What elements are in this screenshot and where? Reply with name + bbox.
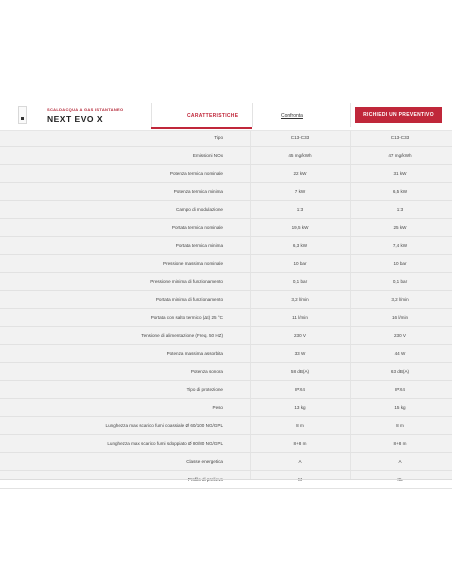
spec-value-model-2: 15 kg — [394, 405, 406, 410]
spec-value-model-2: 0,1 bar — [392, 279, 408, 284]
spec-value-model-2: 8 m — [396, 423, 404, 428]
spec-value-model-1: 0,1 bar — [292, 279, 308, 284]
spec-label: Portata termica minima — [175, 243, 223, 248]
table-row — [0, 273, 452, 291]
table-row — [0, 237, 452, 255]
spec-label: Tipo di protezione — [186, 387, 223, 392]
spec-value-model-2: 3,2 l/min — [391, 297, 409, 302]
table-row — [0, 255, 452, 273]
spec-value-model-1: 7 kW — [294, 189, 306, 194]
spec-label: Classe energetica — [186, 459, 223, 464]
spec-label: Tensione di alimentazione (Freq. 50 HZ) — [141, 333, 223, 338]
spec-value-model-1: 58 dB(A) — [290, 369, 310, 374]
table-row — [0, 471, 452, 489]
spec-value-model-1: A — [298, 459, 302, 464]
spec-value-model-2: C13-C33 — [390, 135, 410, 140]
spec-label: Lunghezza max scarico fumi coassiale Ø 60/100 NG/GPL — [105, 423, 223, 428]
table-row — [0, 381, 452, 399]
table-row — [0, 453, 452, 471]
spec-label: Campo di modulazione — [176, 207, 223, 212]
spec-value-model-2: 25 kW — [393, 225, 407, 230]
table-row — [0, 327, 452, 345]
spec-value-model-2: 7,4 kW — [392, 243, 408, 248]
tab-caratteristiche[interactable]: CARATTERISTICHE — [187, 113, 239, 119]
product-thumbnail — [18, 106, 27, 124]
spec-label: Portata minima di funzionamento — [155, 297, 223, 302]
spec-value-model-1: 1:3 — [296, 207, 304, 212]
table-row — [0, 363, 452, 381]
table-row — [0, 399, 452, 417]
spec-value-model-2: IPX4 — [395, 387, 405, 392]
spec-value-model-2: 6,5 kW — [392, 189, 408, 194]
spec-label: Potenza sonora — [190, 369, 223, 374]
spec-value-model-1: 45 mg/kWh — [288, 153, 312, 158]
request-quote-button[interactable]: RICHIEDI UN PREVENTIVO — [355, 107, 442, 123]
spec-value-model-2: 1:3 — [396, 207, 404, 212]
spec-label: Peso — [212, 405, 223, 410]
spec-value-model-2: 31 kW — [393, 171, 407, 176]
product-category: SCALDACQUA A GAS ISTANTANEO — [47, 107, 124, 112]
spec-value-model-2: A — [398, 459, 402, 464]
spec-value-model-2: 230 V — [393, 333, 406, 338]
spec-value-model-2: 47 mg/kWh — [388, 153, 412, 158]
spec-value-model-2: 10 bar — [393, 261, 407, 266]
spec-value-model-1: IPX4 — [295, 387, 305, 392]
spec-value-model-1: 8+8 m — [293, 441, 307, 446]
table-row — [0, 183, 452, 201]
spec-value-model-1: 230 V — [293, 333, 306, 338]
spec-value-model-2: 63 dB(A) — [390, 369, 410, 374]
header-divider — [151, 103, 152, 127]
spec-value-model-1: 10 bar — [293, 261, 307, 266]
product-header — [0, 100, 452, 131]
compare-link[interactable]: Confronta — [281, 113, 303, 119]
table-row — [0, 435, 452, 453]
spec-value-model-1: 11 l/min — [292, 315, 308, 320]
spec-value-model-2: 16 l/min — [391, 315, 409, 320]
spec-label: Portata termica nominale — [171, 225, 223, 230]
spec-label: Emissioni NOx — [192, 153, 223, 158]
spec-label: Pressione minima di funzionamento — [150, 279, 223, 284]
spec-value-model-1: 19,5 kW — [291, 225, 309, 230]
header-divider — [350, 103, 351, 127]
spec-value-model-2: 8+8 m — [393, 441, 407, 446]
table-row — [0, 309, 452, 327]
spec-label: Potenza termica nominale — [169, 171, 223, 176]
header-divider — [252, 103, 253, 127]
table-bottom-border — [0, 479, 452, 480]
spec-value-model-1: 22 kW — [293, 171, 307, 176]
table-row — [0, 147, 452, 165]
specs-table — [0, 131, 452, 479]
spec-value-model-1: 13 kg — [294, 405, 306, 410]
spec-label: Tipo — [214, 135, 223, 140]
table-row — [0, 417, 452, 435]
product-title: NEXT EVO X — [47, 114, 104, 124]
table-row — [0, 201, 452, 219]
spec-label: Pressione massima nominale — [163, 261, 223, 266]
spec-value-model-1: C13-C33 — [290, 135, 310, 140]
spec-value-model-1: 8 m — [296, 423, 304, 428]
spec-value-model-1: 3,2 l/min — [291, 297, 309, 302]
spec-label: Lunghezza max scarico fumi sdoppiato Ø 80/80 NG/GPL — [107, 441, 223, 446]
spec-label: Potenza massima assorbita — [166, 351, 223, 356]
spec-value-model-2: 44 W — [394, 351, 406, 356]
table-row — [0, 345, 452, 363]
table-row — [0, 219, 452, 237]
spec-value-model-1: 6,3 kW — [292, 243, 308, 248]
table-row — [0, 291, 452, 309]
spec-label: Portata con salto termico (Δt) 25 °C — [150, 315, 223, 320]
spec-value-model-1: 33 W — [294, 351, 306, 356]
table-row — [0, 129, 452, 147]
spec-label: Potenza termica minima — [173, 189, 223, 194]
table-row — [0, 165, 452, 183]
